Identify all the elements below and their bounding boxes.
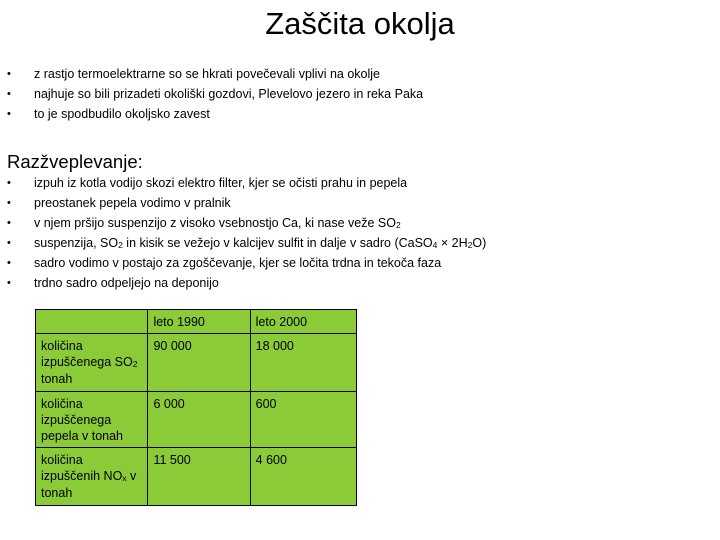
intro-bullet-text: najhuje so bili prizadeti okoliški gozdovi, Plevelovo jezero in reka Paka (34, 87, 424, 101)
bullet-icon: • (7, 108, 11, 120)
text-run: količina izpuščenih NO (41, 453, 123, 484)
table-header-row (36, 310, 357, 334)
subscript: 2 (132, 359, 138, 370)
intro-bullet-text: z rastjo termoelektrarne so se hkrati povečevali vplivi na okolje (34, 67, 380, 81)
table-cell: 6 000 (148, 391, 250, 448)
table-cell: 4 600 (250, 448, 356, 506)
intro-bullet (7, 104, 423, 124)
section-bullet-text (34, 236, 486, 250)
bullet-icon: • (7, 277, 11, 289)
subscript: 2 (467, 240, 473, 250)
text-run: v njem pršijo suspenzijo z visoko vsebnostjo Ca, ki nase veže SO (34, 216, 396, 230)
text-run: količina izpuščenega SO (41, 339, 133, 370)
subscript: 2 (395, 220, 401, 230)
text-run: suspenzija, SO (34, 236, 119, 250)
page-title: Zaščita okolja (265, 6, 455, 41)
section-bullet (7, 233, 486, 253)
text-run: in kisik se vežejo v kalcijev sulfit in dalje v sadro (CaSO (122, 236, 433, 250)
section-bullet-text: sadro vodimo v postajo za zgoščevanje, kjer se ločita trdna in tekoča faza (34, 256, 442, 270)
bullet-icon: • (7, 217, 11, 229)
bullet-icon: • (7, 88, 11, 100)
subscript: 4 (432, 240, 438, 250)
section-bullet-text (34, 216, 401, 230)
table-header-cell: leto 2000 (250, 310, 356, 334)
intro-bullet (7, 84, 423, 104)
section-bullet (7, 273, 486, 293)
section-bullet (7, 173, 486, 193)
section-bullet (7, 193, 486, 213)
table-row-label: količina izpuščenega pepela v tonah (36, 391, 148, 448)
table-header-cell: leto 1990 (148, 310, 250, 334)
text-run: × 2H (437, 236, 468, 250)
subscript: x (122, 473, 127, 484)
text-run: v tonah (41, 469, 137, 501)
table-cell: 18 000 (250, 334, 356, 392)
subscript: 2 (118, 240, 123, 250)
table-row (36, 391, 357, 448)
intro-bullet (7, 64, 423, 84)
table-row (36, 448, 357, 506)
section-bullet-text: izpuh iz kotla vodijo skozi elektro filter, kjer se očisti prahu in pepela (34, 176, 408, 190)
table-cell: 11 500 (148, 448, 250, 506)
text-run: O) (472, 236, 487, 250)
table-cell: 600 (250, 391, 356, 448)
section-heading: Razžveplevanje: (7, 151, 143, 172)
intro-bullet-list (7, 64, 423, 124)
table-row-label (36, 448, 148, 506)
section-bullet-text: trdno sadro odpeljejo na deponijo (34, 276, 219, 290)
bullet-icon: • (7, 177, 11, 189)
bullet-icon: • (7, 68, 11, 80)
table-row-label (36, 334, 148, 392)
section-bullet-list (7, 173, 486, 293)
section-bullet-text: preostanek pepela vodimo v pralnik (34, 196, 231, 210)
table-cell: 90 000 (148, 334, 250, 392)
bullet-icon: • (7, 257, 11, 269)
bullet-icon: • (7, 237, 11, 249)
text-run: tonah (41, 372, 73, 387)
bullet-icon: • (7, 197, 11, 209)
intro-bullet-text: to je spodbudilo okoljsko zavest (34, 107, 210, 121)
table-header-cell (36, 310, 148, 334)
emissions-table (35, 309, 357, 506)
section-bullet (7, 213, 486, 233)
table-row (36, 334, 357, 392)
section-bullet (7, 253, 486, 273)
